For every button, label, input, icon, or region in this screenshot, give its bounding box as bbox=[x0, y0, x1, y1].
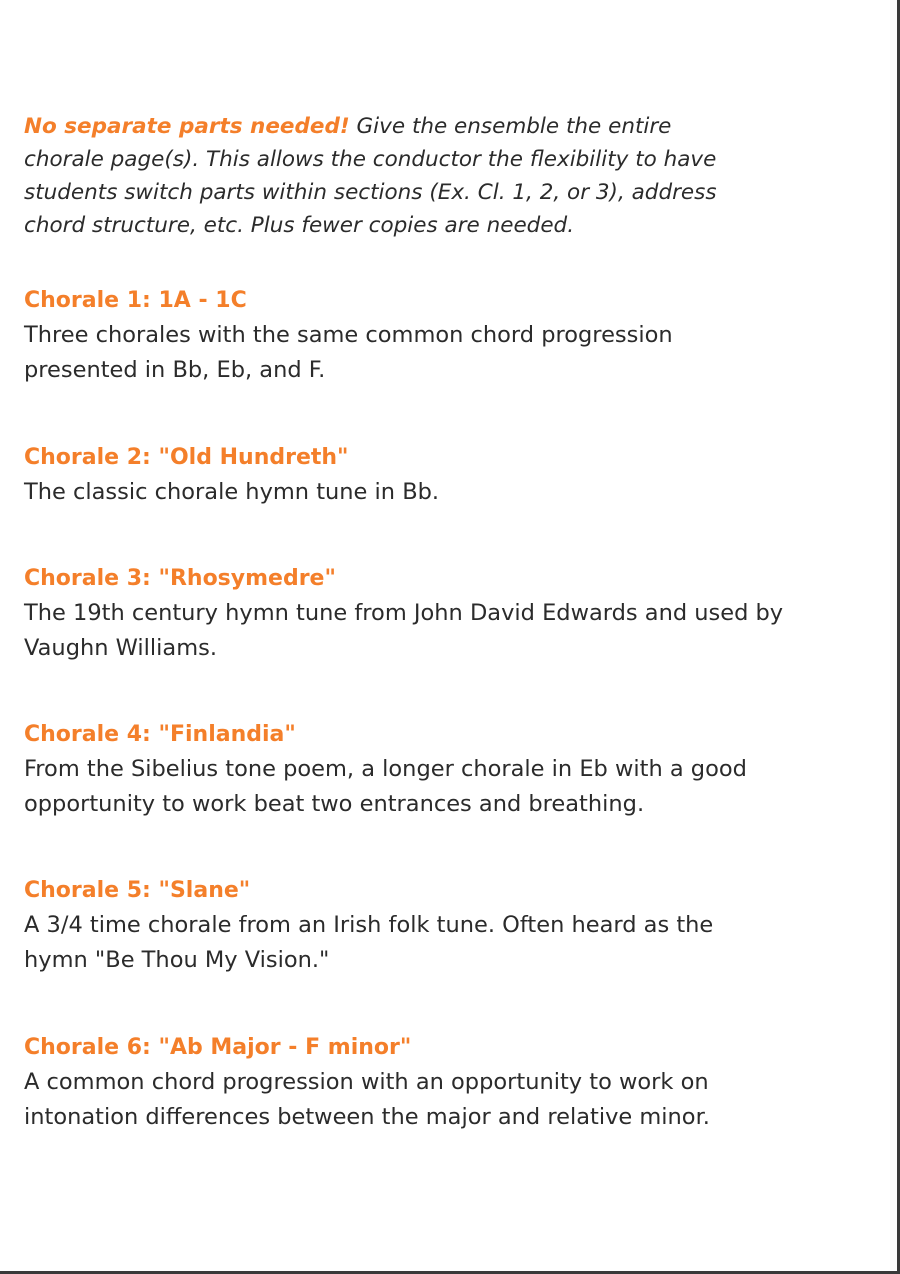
chorale-description: The 19th century hymn tune from John David Edwards and used by Vaughn Williams. bbox=[24, 600, 784, 661]
chorale-item-5 bbox=[24, 873, 784, 978]
chorale-title: Chorale 2: "Old Hundreth" bbox=[24, 445, 349, 470]
chorale-item-1 bbox=[24, 283, 784, 388]
chorale-description: Three chorales with the same common chord progression presented in Bb, Eb, and F. bbox=[24, 322, 673, 383]
intro-highlight: No separate parts needed! bbox=[24, 113, 350, 139]
intro-paragraph bbox=[24, 110, 744, 242]
chorale-title: Chorale 4: "Finlandia" bbox=[24, 722, 296, 747]
chorale-description: The classic chorale hymn tune in Bb. bbox=[24, 479, 440, 505]
chorale-title: Chorale 3: "Rhosymedre" bbox=[24, 566, 336, 591]
chorale-description: From the Sibelius tone poem, a longer chorale in Eb with a good opportunity to work beat two entrances and breathing. bbox=[24, 756, 747, 817]
intro-text: Give the ensemble the entire chorale page(s). This allows the conductor the flexibility to have students switch parts within sections (Ex. Cl. 1, 2, or 3), address chord structure, etc. Plus fewer copies are needed. bbox=[24, 113, 717, 238]
chorale-item-4 bbox=[24, 717, 784, 822]
chorale-title: Chorale 5: "Slane" bbox=[24, 878, 251, 903]
chorale-item-3 bbox=[24, 561, 784, 666]
chorale-item-2 bbox=[24, 440, 784, 510]
chorale-list bbox=[24, 283, 784, 1135]
chorale-description: A common chord progression with an opportunity to work on intonation differences between the major and relative minor. bbox=[24, 1069, 710, 1130]
chorale-title: Chorale 6: "Ab Major - F minor" bbox=[24, 1035, 412, 1060]
chorale-description: A 3/4 time chorale from an Irish folk tune. Often heard as the hymn "Be Thou My Vision." bbox=[24, 912, 714, 973]
chorale-title: Chorale 1: 1A - 1C bbox=[24, 288, 247, 313]
chorale-item-6 bbox=[24, 1030, 784, 1135]
